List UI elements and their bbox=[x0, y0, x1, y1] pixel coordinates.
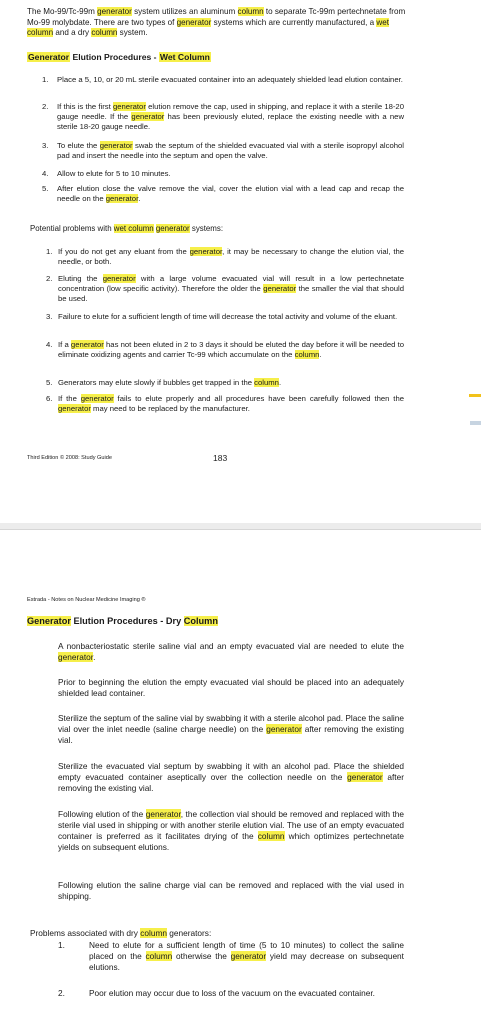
dry-column-problems-heading: Problems associated with dry column generators: bbox=[30, 928, 212, 938]
highlighted-term: generator bbox=[99, 141, 133, 150]
highlighted-term: wet column bbox=[113, 224, 154, 233]
paragraph: Sterilize the evacuated vial septum by swabbing it with an alcohol pad. Place the shielded empty evacuated container aseptically over the collection needle on the generator after removing the existing vial. bbox=[58, 761, 404, 793]
highlighted-term: column bbox=[91, 28, 118, 37]
highlighted-term: generator bbox=[155, 224, 190, 233]
highlighted-term: column bbox=[257, 830, 285, 841]
highlighted-term: generator bbox=[105, 194, 139, 203]
highlighted-term: Generator bbox=[27, 616, 71, 626]
highlighted-term: column bbox=[294, 350, 320, 359]
highlighted-term: column bbox=[140, 928, 167, 938]
highlighted-term: generator bbox=[70, 340, 104, 349]
highlighted-term: generator bbox=[176, 17, 212, 27]
paragraph: Prior to beginning the elution the empty evacuated vial should be placed into an adequately shielded lead container. bbox=[58, 677, 404, 698]
page-footer: Third Edition © 2008: Study Guide bbox=[27, 455, 112, 461]
highlighted-term: generator bbox=[145, 809, 181, 819]
document-page-183: The Mo-99/Tc-99m generator system utilizes an aluminum column to separate Tc-99m pertechnetate from Mo-99 molybdate. There are two types of generator systems which are currently manufactured, a wet column and a dry column system. Generator Elution Procedures - Wet Column 1. Place a 5, 10, or 20 mL sterile evacuated container into an adequately shielded lead elution container. 2. If this is the first generator elution remove the cap, used in shipping, and replace it with a sterile 18-20 gauge needle. If the generator has been previously eluted, replace the existing needle with a new sterile 18-20 gauge needle. 3. To elute the generator swab the septum of the shielded evacuated vial with a sterile isopropyl alcohol pad and insert the needle into the septum and open the valve. 4. Allow to elute for 5 to 10 minutes. 5. After elution close the valve remove the vial, cover the elution vial with a lead cap and recap the needle on the generator. Potential problems with wet column generator systems: 1. If you do not get any eluant from the generator, it may be necessary to change the elution vial, the needle, or both. 2. Eluting the generator with a large volume evacuated vial will result in a low pertechnetate concentration (low specific activity). Therefore the older the generator the smaller the vial that should be used. 3. Failure to elute for a sufficient length of time will decrease the total activity and volume of the eluant. 4. If a generator has not been eluted in 2 to 3 days it should be eluted the day before it will be needed to eliminate oxidizing agents and carrier Tc-99 which accumulate on the column. 5. Generators may elute slowly if bubbles get trapped in the column. 6. If the generator fails to elute properly and all procedures have been carefully followed then the generator may need to be replaced by the manufacturer. Third Edition © 2008: Study Guide 183 bbox=[27, 7, 406, 463]
intro-paragraph: The Mo-99/Tc-99m generator system utilizes an aluminum column to separate Tc-99m pertechnetate from Mo-99 molybdate. There are two types of generator systems which are currently manufactured, a wet column and a dry column system. bbox=[27, 7, 406, 37]
paragraph: Following elution the saline charge vial can be removed and replaced with the vial used in shipping. bbox=[58, 880, 404, 901]
paragraph: A nonbacteriostatic sterile saline vial and an empty evacuated vial are needed to elute the generator. bbox=[58, 641, 404, 662]
highlighted-term: Wet Column bbox=[159, 52, 210, 62]
highlighted-term: generator bbox=[58, 404, 91, 413]
highlighted-term: generator bbox=[58, 651, 94, 662]
dry-column-heading: Generator Elution Procedures - Dry Column bbox=[27, 616, 218, 626]
highlighted-term: column bbox=[145, 950, 173, 961]
paragraph: Sterilize the septum of the saline vial by swabbing it with a sterile alcohol pad. Place the saline vial over the inlet needle (saline charge needle) on the generator after removing the existing vial. bbox=[58, 713, 404, 745]
highlighted-term: generator bbox=[347, 771, 383, 782]
highlighted-term: Generator bbox=[28, 52, 70, 62]
highlighted-term: generator bbox=[97, 7, 132, 16]
highlighted-term: column bbox=[254, 378, 279, 387]
highlighted-term: wet column bbox=[27, 17, 390, 37]
highlighted-term: generator bbox=[266, 723, 302, 734]
highlighted-term: generator bbox=[112, 102, 146, 111]
highlighted-term: generator bbox=[189, 247, 223, 256]
highlighted-term: column bbox=[237, 7, 264, 16]
scroll-marker-highlight bbox=[469, 394, 481, 397]
highlighted-term: generator bbox=[131, 112, 165, 121]
highlighted-term: Column bbox=[183, 616, 218, 626]
highlighted-term: generator bbox=[80, 394, 114, 403]
highlighted-term: generator bbox=[230, 950, 267, 961]
potential-problems-heading: Potential problems with wet column generator systems: bbox=[30, 224, 224, 233]
highlighted-term: generator bbox=[263, 284, 297, 293]
highlighted-term: generator bbox=[102, 274, 136, 283]
page-divider-line bbox=[0, 529, 481, 530]
scroll-marker bbox=[470, 421, 481, 425]
paragraph: Following elution of the generator, the collection vial should be removed and replaced with the sterile vial used in shipping or with another sterile elution vial. The use of an empty evacuated container is preferred as it facilitates drying of the column which optimizes pertechnetate yields on subsequent elutions. bbox=[58, 809, 404, 852]
wet-column-heading: Generator Elution Procedures - Wet Column bbox=[28, 52, 210, 62]
page-number: 183 bbox=[213, 453, 228, 463]
page-header: Estrada - Notes on Nuclear Medicine Imaging ® bbox=[27, 597, 146, 603]
